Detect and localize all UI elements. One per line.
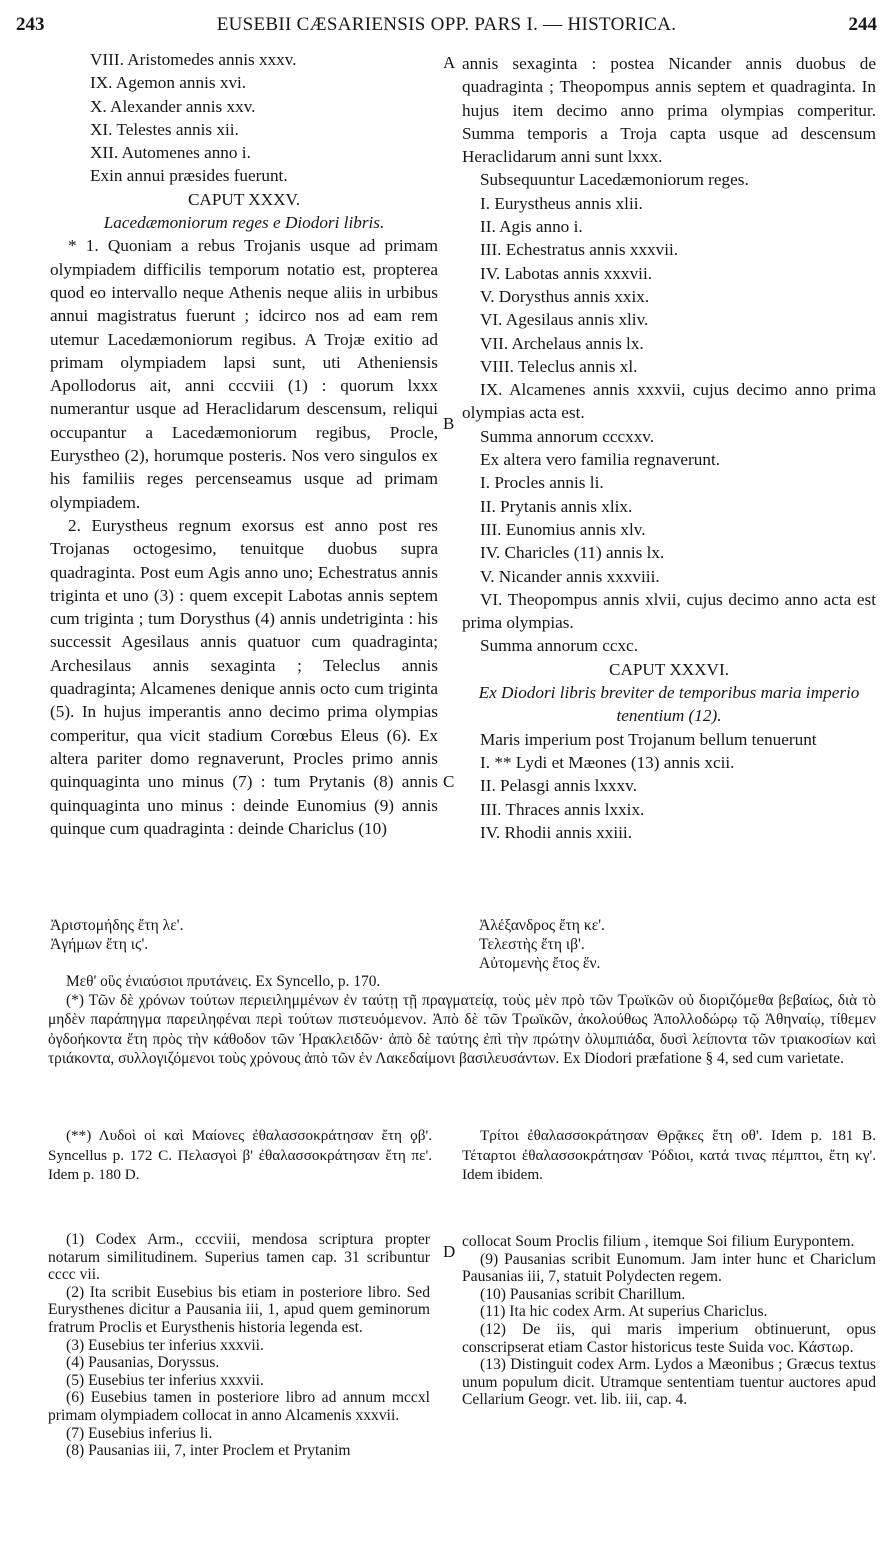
footnotes-right xyxy=(462,1233,876,1409)
list-item: VI. Agesilaus annis xliv. xyxy=(480,310,649,330)
greek-list-left xyxy=(50,916,430,954)
greek-notes xyxy=(48,972,876,1068)
page-number-left: 243 xyxy=(16,14,45,35)
greek-list-right xyxy=(479,916,859,973)
list-item: IX. Alcamenes annis xxxvii, cujus decimo anno prima olympias acta est. xyxy=(462,380,876,423)
footnote: (8) Pausanias iii, 7, inter Proclem et Prytanim xyxy=(66,1442,351,1460)
after-list-text: Exin annui præsides fuerunt. xyxy=(90,166,288,186)
list-item: VII. Archelaus annis lx. xyxy=(480,333,644,353)
subheading-lacedaemonian-kings: Subsequuntur Lacedæmoniorum reges. xyxy=(480,170,749,190)
page-number-right: 244 xyxy=(848,14,877,35)
footnotes-left xyxy=(48,1231,430,1460)
footnote: (10) Pausanias scribit Charillum. xyxy=(480,1285,686,1303)
list-item: III. Thraces annis lxxix. xyxy=(480,799,645,819)
footnote: (7) Eusebius inferius li. xyxy=(66,1424,213,1442)
margin-letter-d: D xyxy=(443,1242,456,1261)
footnote: (2) Ita scribit Eusebius bis etiam in posteriore libro. Sed Eurysthenes dicitur a Pausania iii, 1, apud quem geminorum fratrum Proclis et Eurysthenis historia legenda est. xyxy=(48,1283,430,1336)
running-title: EUSEBII CÆSARIENSIS OPP. PARS I. — HISTORICA. xyxy=(216,14,677,35)
footnote: (5) Eusebius ter inferius xxxvii. xyxy=(66,1371,264,1389)
greek-star-note: (*) Τῶν δὲ χρόνων τούτων περιειλημμένων ἐν ταύτῃ τῇ πραγματείᾳ, τοὺς μὲν πρὸ τῶν Τρωϊκῶν οὐ διοριζόμεθα βεβαίως, διὰ τὸ μηδὲν παράπηγμα παρειληφέναι περὶ τούτων πιστευόμενον. Ἀπὸ δὲ τῶν Τρωϊκῶν, ἀκολούθως Ἀπολλοδώρῳ τῷ Ἀθηναίῳ, τίθεμεν ὀγδοήκοντα ἔτη πρὸς τὴν κάθοδον τῶν Ἡρακλειδῶν· ἀπὸ δὲ ταύτης ἐπὶ τὴν πρώτην ὀλυμπιάδα, δυσὶ λείποντα τῶν τριακοσίων καὶ τριάκοντα, συλλογιζόμενοι τοὺς χρόνους ἀπὸ τῶν ἐν Λακεδαίμονι βασιλευσάντων. Ex Diodori præfatione § 4, sed cum varietate. xyxy=(48,992,876,1067)
greek-line: Τελεστὴς ἔτη ιβ'. xyxy=(479,936,585,953)
list-item: XI. Telestes annis xii. xyxy=(90,119,239,139)
chapter-title: CAPUT XXXV. xyxy=(187,189,301,209)
footnote: (4) Pausanias, Doryssus. xyxy=(66,1354,220,1372)
paragraph-1: * 1. Quoniam a rebus Trojanis usque ad primam olympiadem difficilis temporum notatio est, propterea quod eo intervallo neque Athenis neque aliis in urbibus annui magistratus fuerunt ; idcirco nos ad eam rem utemur Lacedæmoniorum regibus. A Trojæ exitio ad primam olympiadem lapsi sunt, uti Atheniensis Apollodorus ait, anni cccviii (1) : quorum lxxx numerantur usque ad Heraclidarum descensum, reliqui occupantur a Lacedæmoniorum regibus, Procle, Eurystheo (2), horumque posteris. Nos vero singulos ex his familiis reges percenseamus usque ad primam olympiadem. xyxy=(50,236,438,512)
list-item: X. Alexander annis xxv. xyxy=(90,96,256,116)
list-item: II. Prytanis annis xlix. xyxy=(480,496,633,516)
greek-line: Αὐτομενὴς ἔτος ἕν. xyxy=(479,955,601,972)
margin-letter-a: A xyxy=(443,53,456,72)
paragraph-maris: Maris imperium post Trojanum bellum tenuerunt xyxy=(480,729,817,749)
footnote: (6) Eusebius tamen in posteriore libro ad annum mccxl primam olympiadem collocat in anno Alcamenis xxxvii. xyxy=(48,1389,430,1424)
footnote: (11) Ita hic codex Arm. At superius Chariclus. xyxy=(480,1303,768,1321)
margin-letter-b: B xyxy=(443,414,455,433)
list-item: II. Agis anno i. xyxy=(480,217,583,237)
footnote: (3) Eusebius ter inferius xxxvii. xyxy=(66,1336,264,1354)
paragraph-2: 2. Eurystheus regnum exorsus est anno post res Trojanas octogesimo, tenuitque duobus supra quadraginta. Post eum Agis anno uno; Echestratus annis triginta et uno (3) : quem excepit Labotas annis septem cum triginta ; tum Dorysthus (4) annis undetriginta : his successit Agesilaus annis quatuor cum quadraginta; Archesilaus annis sexaginta ; Teleclus annis quadraginta; Alcamenes denique annis octo cum triginta (5). In hujus imperantis anno decimo prima olympias comperitur, qua vicit stadium Corœbus Eleus (6). Ex altera pariter domo regnaverunt, Procles primo annis quinquaginta uno minus (7) : tum Prytanis (8) annis quinquaginta uno minus : deinde Eunomius (9) annis quinque cum quadraginta : deinde Chariclus (10) xyxy=(50,515,438,838)
footnote: (1) Codex Arm., cccviii, mendosa scriptura propter notarum similitudinem. Superius tamen cap. 31 scribuntur cccc vii. xyxy=(48,1231,430,1284)
list-item: IV. Rhodii annis xxiii. xyxy=(480,822,632,842)
summa-line: Summa annorum cccxxv. xyxy=(480,426,655,446)
list-item: VIII. Aristomedes annis xxxv. xyxy=(90,50,297,69)
page-header xyxy=(16,14,877,40)
list-item: II. Pelasgi annis lxxxv. xyxy=(480,776,637,796)
list-item: XII. Automenes anno i. xyxy=(90,143,251,163)
list-item: IX. Agemon annis xvi. xyxy=(90,73,247,93)
left-column xyxy=(50,48,438,840)
list-item: III. Echestratus annis xxxvii. xyxy=(480,240,679,260)
greek-double-star-right: Τρίτοι ἐθαλασσοκράτησαν Θρᾷκες ἔτη οθ'. Idem p. 181 B. Τέταρτοι ἐθαλασσοκράτησαν Ῥόδιοι, κατά τινας πέμπτοι, ἔτη κγ'. Idem ibidem. xyxy=(462,1127,876,1183)
greek-double-star-left: (**) Λυδοὶ οἱ καὶ Μαίονες ἐθαλασσοκράτησαν ἔτη ϙβ'. Syncellus p. 172 C. Πελασγοὶ β' ἐθαλασσοκράτησαν ἔτη πε'. Idem p. 180 D. xyxy=(48,1127,432,1183)
chapter-subtitle: Lacedæmoniorum reges e Diodori libris. xyxy=(103,213,385,233)
subheading-other-family: Ex altera vero familia regnaverunt. xyxy=(480,450,721,470)
list-item: III. Eunomius annis xlv. xyxy=(480,519,646,539)
paragraph-continuation: annis sexaginta : postea Nicander annis duobus de quadraginta ; Theopompus annis septem et quadraginta. In hujus item decimo anno prima olympias comperitur. Summa temporis a Troja capta usque ad descensum Heraclidarum anni sunt lxxx. xyxy=(462,54,876,167)
right-column xyxy=(462,52,876,844)
footnote: (12) De iis, qui maris imperium obtinuerunt, opus conscripserat etiam Castor historicus teste Suida voc. Κάστωρ. xyxy=(462,1320,876,1356)
chapter-subtitle: Ex Diodori libris breviter de temporibus maria imperio tenentium (12). xyxy=(478,683,860,726)
list-item: VIII. Teleclus annis xl. xyxy=(480,356,638,376)
list-item: VI. Theopompus annis xlvii, cujus decimo anno acta est prima olympias. xyxy=(462,589,876,633)
list-item: V. Nicander annis xxxviii. xyxy=(480,566,660,586)
greek-line: Ἀγήμων ἔτη ιϛ'. xyxy=(50,936,149,953)
greek-line: Ἀλέξανδρος ἔτη κε'. xyxy=(479,917,605,934)
list-item: V. Dorysthus annis xxix. xyxy=(480,286,650,306)
chapter-title: CAPUT XXXVI. xyxy=(608,659,729,679)
list-item: IV. Charicles (11) annis lx. xyxy=(480,543,665,563)
greek-after-line: Μεθ' οὓς ἐνιαύσιοι πρυτάνεις. Ex Syncello, p. 170. xyxy=(66,973,381,990)
footnote: (13) Distinguit codex Arm. Lydos a Mæonibus ; Græcus textus unum populum dicit. Utramque sententiam tuentur auctores apud Cellarium Geogr. vet. lib. iii, cap. 4. xyxy=(462,1356,876,1409)
list-item: IV. Labotas annis xxxvii. xyxy=(480,263,653,283)
footnote: collocat Soum Proclis filium , itemque Soi filium Eurypontem. xyxy=(462,1233,855,1250)
footnote: (9) Pausanias scribit Eunomum. Jam inter hunc et Chariclum Pausanias iii, 7, statuit Polydecten regem. xyxy=(462,1250,876,1286)
summa-line: Summa annorum ccxc. xyxy=(480,636,638,656)
list-item: I. Procles annis li. xyxy=(480,473,604,493)
margin-letter-c: C xyxy=(443,772,455,791)
list-item: I. ** Lydi et Mæones (13) annis xcii. xyxy=(480,752,735,772)
list-item: I. Eurystheus annis xlii. xyxy=(480,193,643,213)
greek-line: Ἀριστομήδης ἔτη λε'. xyxy=(50,917,184,934)
